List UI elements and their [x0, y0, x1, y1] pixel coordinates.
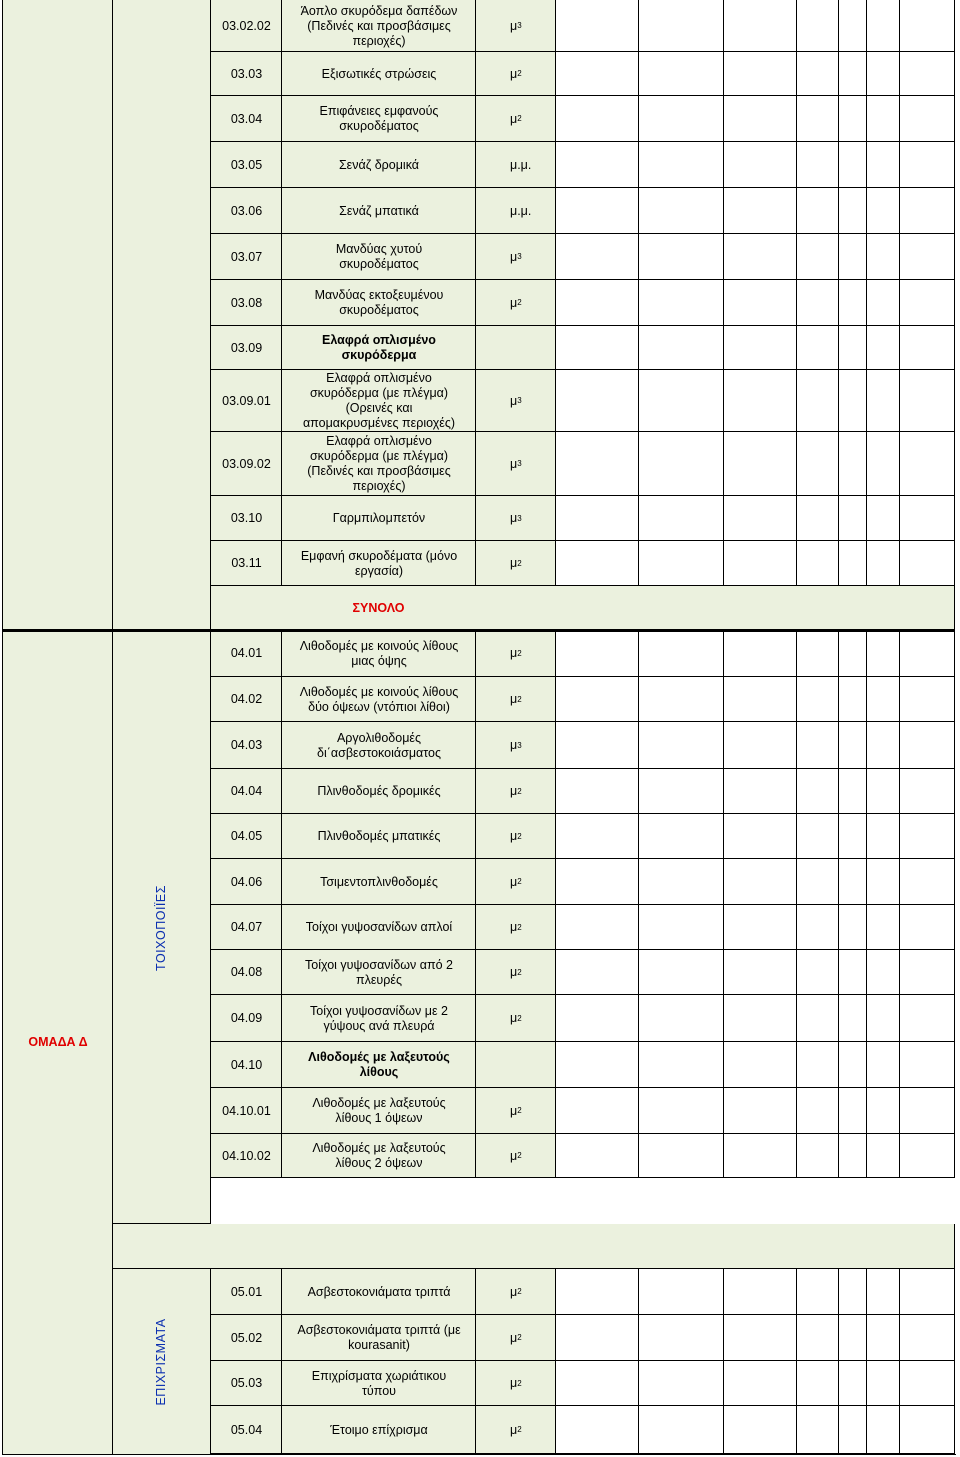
value-cell[interactable]: [639, 326, 724, 370]
row-unit: μ 2: [510, 556, 522, 570]
value-cell[interactable]: [724, 677, 797, 722]
value-cell[interactable]: [839, 722, 867, 769]
row-code: 03.09: [230, 340, 263, 355]
row-code: 03.03: [230, 66, 263, 81]
value-cell[interactable]: [556, 1134, 639, 1178]
row-unit: μ 3: [510, 511, 522, 525]
row-description: Λιθοδομές με κοινούς λίθους δύο όψεων (ντόπιοι λίθοι): [299, 684, 459, 714]
row-code: 05.03: [230, 1376, 263, 1390]
row-description: Ελαφρά οπλισμένο σκυρόδερμα: [322, 333, 436, 362]
value-cell[interactable]: [724, 950, 797, 995]
row-unit: μ 3: [510, 18, 522, 33]
value-cell[interactable]: [797, 950, 839, 995]
row-code: 03.08: [230, 295, 263, 310]
value-cell[interactable]: [639, 1134, 724, 1178]
value-cell[interactable]: [639, 0, 724, 52]
row-code: 03.02.02: [222, 18, 271, 33]
value-cell[interactable]: [839, 96, 867, 142]
value-cell[interactable]: [839, 52, 867, 96]
value-cell[interactable]: [867, 1406, 900, 1454]
value-cell[interactable]: [724, 188, 797, 234]
row-description: Πλινθοδομές δρομικές: [317, 784, 441, 798]
value-cell[interactable]: [724, 0, 797, 52]
value-cell[interactable]: [900, 1361, 955, 1406]
value-cell[interactable]: [556, 1361, 639, 1406]
value-cell[interactable]: [900, 234, 955, 280]
value-cell[interactable]: [639, 541, 724, 586]
row-code: 04.10: [230, 1057, 263, 1072]
value-cell[interactable]: [867, 1361, 900, 1406]
walls-section-label: ΤΟΙΧΟΠΟΙΪΕΣ: [154, 885, 168, 971]
row-code: 04.09: [230, 1011, 263, 1025]
value-cell[interactable]: [839, 859, 867, 905]
value-cell[interactable]: [639, 905, 724, 950]
value-cell[interactable]: [900, 630, 955, 677]
value-cell[interactable]: [839, 950, 867, 995]
value-cell[interactable]: [839, 142, 867, 188]
rule-group-top: [3, 630, 955, 632]
row-code: 03.09.02: [222, 456, 271, 471]
value-cell[interactable]: [724, 370, 797, 432]
value-cell[interactable]: [556, 432, 639, 496]
row-unit: μ.μ.: [510, 157, 532, 172]
value-cell[interactable]: [639, 280, 724, 326]
row-unit: μ 2: [510, 1422, 522, 1437]
value-cell[interactable]: [839, 234, 867, 280]
value-cell[interactable]: [900, 905, 955, 950]
value-cell[interactable]: [556, 630, 639, 677]
value-cell[interactable]: [639, 234, 724, 280]
value-cell[interactable]: [867, 677, 900, 722]
row-description: Ελαφρά οπλισμένο σκυρόδερμα (με πλέγμα) (Πεδινές και προσβάσιμες περιοχές): [307, 434, 451, 493]
value-cell[interactable]: [867, 995, 900, 1042]
row-code: 04.10.01: [222, 1103, 271, 1118]
value-cell[interactable]: [867, 950, 900, 995]
value-cell[interactable]: [900, 52, 955, 96]
value-cell[interactable]: [900, 370, 955, 432]
value-cell[interactable]: [724, 280, 797, 326]
value-cell[interactable]: [867, 188, 900, 234]
row-unit: μ 3: [510, 249, 522, 264]
row-unit: μ 2: [510, 874, 522, 889]
value-cell[interactable]: [797, 1088, 839, 1134]
value-cell[interactable]: [724, 905, 797, 950]
row-code: 03.04: [230, 111, 263, 126]
value-cell[interactable]: [797, 280, 839, 326]
row-unit: μ 2: [510, 784, 522, 798]
value-cell[interactable]: [900, 769, 955, 814]
value-cell[interactable]: [556, 188, 639, 234]
value-cell[interactable]: [724, 1042, 797, 1088]
row-description: Τοίχοι γυψοσανίδων με 2 γύψους ανά πλευρά: [310, 1003, 448, 1033]
value-cell[interactable]: [867, 905, 900, 950]
unit-cell: [476, 1042, 556, 1088]
value-cell[interactable]: [839, 0, 867, 52]
value-cell[interactable]: [839, 1315, 867, 1361]
value-cell[interactable]: [639, 950, 724, 995]
row-unit: μ 2: [510, 965, 522, 979]
value-cell[interactable]: [839, 432, 867, 496]
value-cell[interactable]: [900, 1269, 955, 1315]
row-unit: μ 2: [510, 692, 522, 706]
value-cell[interactable]: [556, 0, 639, 52]
row-code: 04.02: [230, 692, 263, 706]
value-cell[interactable]: [639, 96, 724, 142]
value-cell[interactable]: [556, 769, 639, 814]
value-cell[interactable]: [724, 96, 797, 142]
value-cell[interactable]: [839, 280, 867, 326]
row-description: Σενάζ δρομικά: [338, 157, 420, 172]
value-cell[interactable]: [556, 52, 639, 96]
row-code: 04.03: [230, 738, 263, 752]
value-cell[interactable]: [867, 1269, 900, 1315]
value-cell[interactable]: [797, 52, 839, 96]
row-code: 03.11: [231, 556, 262, 570]
value-cell[interactable]: [839, 1361, 867, 1406]
value-cell[interactable]: [556, 1315, 639, 1361]
value-cell[interactable]: [556, 370, 639, 432]
value-cell[interactable]: [900, 1134, 955, 1178]
plaster-section-label: ΕΠΙΧΡΙΣΜΑΤΑ: [154, 1318, 168, 1406]
total-label: ΣΥΝΟΛΟ: [352, 600, 405, 615]
value-cell[interactable]: [639, 1361, 724, 1406]
value-cell[interactable]: [839, 814, 867, 859]
value-cell[interactable]: [900, 432, 955, 496]
value-cell[interactable]: [556, 859, 639, 905]
row-code: 04.01: [230, 646, 263, 660]
value-cell[interactable]: [639, 859, 724, 905]
value-cell[interactable]: [797, 0, 839, 52]
row-description: Λιθοδομές με λαξευτούς λίθους: [308, 1050, 450, 1079]
value-cell[interactable]: [797, 769, 839, 814]
value-cell[interactable]: [900, 859, 955, 905]
value-cell[interactable]: [556, 142, 639, 188]
row-description: Σενάζ μπατικά: [339, 203, 419, 218]
value-cell[interactable]: [724, 1406, 797, 1454]
value-cell[interactable]: [639, 814, 724, 859]
value-cell[interactable]: [839, 496, 867, 541]
row-unit: μ 3: [510, 738, 522, 752]
value-cell[interactable]: [797, 1269, 839, 1315]
value-cell[interactable]: [556, 1042, 639, 1088]
value-cell[interactable]: [839, 769, 867, 814]
row-unit: μ 2: [510, 1011, 522, 1025]
row-description: Άοπλο σκυρόδεμα δαπέδων (Πεδινές και προσβάσιμες περιοχές): [300, 3, 458, 48]
row-description: Λιθοδομές με λαξευτούς λίθους 2 όψεων: [312, 1141, 446, 1170]
value-cell[interactable]: [867, 96, 900, 142]
row-description: Λιθοδομές με κοινούς λίθους μιας όψης: [299, 638, 459, 668]
value-cell[interactable]: [900, 96, 955, 142]
value-cell[interactable]: [867, 234, 900, 280]
unit-cell: [476, 326, 556, 370]
value-cell[interactable]: [900, 142, 955, 188]
value-cell[interactable]: [839, 905, 867, 950]
row-code: 03.10: [230, 511, 263, 525]
value-cell[interactable]: [556, 1088, 639, 1134]
row-code: 04.06: [230, 874, 263, 889]
row-description: Επιφάνειες εμφανούς σκυροδέματος: [319, 104, 439, 133]
value-cell[interactable]: [797, 1315, 839, 1361]
row-description: Πλινθοδομές μπατικές: [317, 829, 441, 843]
value-cell[interactable]: [639, 995, 724, 1042]
value-cell[interactable]: [724, 769, 797, 814]
value-cell[interactable]: [724, 432, 797, 496]
row-unit: μ 2: [510, 1284, 522, 1299]
rule-left-edge: [2, 0, 3, 1455]
value-cell[interactable]: [839, 677, 867, 722]
value-cell[interactable]: [724, 995, 797, 1042]
value-cell[interactable]: [797, 814, 839, 859]
value-cell[interactable]: [867, 142, 900, 188]
value-cell[interactable]: [839, 1269, 867, 1315]
row-description: Ασβεστοκονιάματα τριπτά: [307, 1284, 451, 1299]
value-cell[interactable]: [639, 1406, 724, 1454]
value-cell[interactable]: [839, 326, 867, 370]
value-cell[interactable]: [839, 995, 867, 1042]
row-description: Τοίχοι γυψοσανίδων απλοί: [305, 920, 453, 934]
row-description: Λιθοδομές με λαξευτούς λίθους 1 όψεων: [312, 1096, 446, 1125]
value-cell[interactable]: [797, 1406, 839, 1454]
value-cell[interactable]: [867, 814, 900, 859]
value-cell[interactable]: [867, 541, 900, 586]
row-code: 04.08: [230, 965, 263, 979]
value-cell[interactable]: [639, 188, 724, 234]
value-cell[interactable]: [556, 677, 639, 722]
blank-band-row: [113, 1224, 955, 1269]
value-cell[interactable]: [797, 96, 839, 142]
value-cell[interactable]: [839, 541, 867, 586]
row-code: 03.09.01: [222, 393, 271, 408]
value-cell[interactable]: [839, 1406, 867, 1454]
value-cell[interactable]: [556, 234, 639, 280]
value-cell[interactable]: [639, 432, 724, 496]
row-description: Ελαφρά οπλισμένο σκυρόδερμα (με πλέγμα) (Ορεινές και απομακρυσμένες περιοχές): [302, 371, 456, 430]
row-description: Εμφανή σκυροδέματα (μόνο εργασία): [300, 548, 458, 578]
value-cell[interactable]: [900, 1315, 955, 1361]
value-cell[interactable]: [797, 905, 839, 950]
value-cell[interactable]: [867, 769, 900, 814]
value-cell[interactable]: [639, 52, 724, 96]
value-cell[interactable]: [556, 995, 639, 1042]
value-cell[interactable]: [900, 1088, 955, 1134]
value-cell[interactable]: [639, 722, 724, 769]
row-code: 04.04: [230, 784, 263, 798]
value-cell[interactable]: [797, 677, 839, 722]
value-cell[interactable]: [839, 1042, 867, 1088]
value-cell[interactable]: [867, 370, 900, 432]
value-cell[interactable]: [839, 1088, 867, 1134]
value-cell[interactable]: [724, 234, 797, 280]
value-cell[interactable]: [556, 280, 639, 326]
row-code: 05.02: [230, 1330, 263, 1345]
row-unit: μ 2: [510, 1103, 522, 1118]
value-cell[interactable]: [556, 950, 639, 995]
value-cell[interactable]: [724, 142, 797, 188]
row-unit: μ 3: [510, 456, 522, 471]
row-description: Τσιμεντοπλινθοδομές: [320, 874, 438, 889]
value-cell[interactable]: [556, 814, 639, 859]
row-code: 04.05: [230, 829, 263, 843]
value-cell[interactable]: [839, 188, 867, 234]
row-description: Ασβεστοκονιάματα τριπτά (με kourasanit): [297, 1323, 461, 1352]
value-cell[interactable]: [867, 0, 900, 52]
value-cell[interactable]: [797, 1134, 839, 1178]
value-cell[interactable]: [900, 814, 955, 859]
row-code: 03.05: [230, 157, 263, 172]
value-cell[interactable]: [867, 52, 900, 96]
value-cell[interactable]: [797, 995, 839, 1042]
value-cell[interactable]: [556, 326, 639, 370]
row-description: Εξισωτικές στρώσεις: [321, 66, 437, 81]
value-cell[interactable]: [724, 1361, 797, 1406]
value-cell[interactable]: [839, 630, 867, 677]
value-cell[interactable]: [867, 1088, 900, 1134]
value-cell[interactable]: [900, 0, 955, 52]
value-cell[interactable]: [797, 188, 839, 234]
value-cell[interactable]: [900, 326, 955, 370]
value-cell[interactable]: [867, 280, 900, 326]
value-cell[interactable]: [900, 188, 955, 234]
value-cell[interactable]: [900, 1042, 955, 1088]
value-cell[interactable]: [724, 326, 797, 370]
row-description: Έτοιμο επίχρισμα: [330, 1422, 428, 1437]
value-cell[interactable]: [797, 234, 839, 280]
row-unit: μ 3: [510, 393, 522, 408]
row-unit: μ 2: [510, 1376, 522, 1390]
value-cell[interactable]: [639, 142, 724, 188]
value-cell[interactable]: [797, 859, 839, 905]
row-unit: μ 2: [510, 1330, 522, 1345]
value-cell[interactable]: [900, 995, 955, 1042]
value-cell[interactable]: [556, 496, 639, 541]
value-cell[interactable]: [724, 1134, 797, 1178]
value-cell[interactable]: [797, 1042, 839, 1088]
value-cell[interactable]: [724, 52, 797, 96]
row-unit: μ 2: [510, 66, 522, 81]
value-cell[interactable]: [639, 769, 724, 814]
value-cell[interactable]: [867, 722, 900, 769]
row-description: Αργολιθοδομές δι΄ασβεστοκοιάσματος: [317, 730, 441, 760]
row-code: 03.06: [230, 203, 263, 218]
value-cell[interactable]: [900, 677, 955, 722]
value-cell[interactable]: [867, 1134, 900, 1178]
value-cell[interactable]: [724, 1315, 797, 1361]
value-cell[interactable]: [639, 496, 724, 541]
value-cell[interactable]: [639, 1269, 724, 1315]
value-cell[interactable]: [900, 280, 955, 326]
row-description: Γαρμπιλομπετόν: [332, 511, 426, 525]
row-unit: μ.μ.: [510, 203, 532, 218]
value-cell[interactable]: [867, 859, 900, 905]
row-unit: μ 2: [510, 920, 522, 934]
value-cell[interactable]: [797, 630, 839, 677]
value-cell[interactable]: [724, 1269, 797, 1315]
row-code: 05.01: [230, 1284, 263, 1299]
value-cell[interactable]: [797, 496, 839, 541]
value-cell[interactable]: [900, 722, 955, 769]
value-cell[interactable]: [839, 370, 867, 432]
value-cell[interactable]: [556, 541, 639, 586]
row-unit: μ 2: [510, 1148, 522, 1163]
row-unit: μ 2: [510, 295, 522, 310]
value-cell[interactable]: [724, 1088, 797, 1134]
row-code: 03.07: [230, 249, 263, 264]
row-description: Μανδύας χυτού σκυροδέματος: [335, 242, 423, 271]
value-cell[interactable]: [797, 432, 839, 496]
value-cell[interactable]: [639, 1088, 724, 1134]
group-label: ΟΜΑΔΑ Δ: [28, 1034, 88, 1049]
value-cell[interactable]: [639, 1042, 724, 1088]
value-cell[interactable]: [867, 326, 900, 370]
value-cell[interactable]: [556, 96, 639, 142]
value-cell[interactable]: [556, 1269, 639, 1315]
value-cell[interactable]: [900, 1406, 955, 1454]
value-cell[interactable]: [797, 142, 839, 188]
value-cell[interactable]: [797, 1361, 839, 1406]
value-cell[interactable]: [639, 1315, 724, 1361]
row-code: 04.10.02: [222, 1148, 271, 1163]
value-cell[interactable]: [639, 370, 724, 432]
value-cell[interactable]: [724, 814, 797, 859]
value-cell[interactable]: [724, 859, 797, 905]
row-description: Τοίχοι γυψοσανίδων από 2 πλευρές: [304, 957, 453, 987]
value-cell[interactable]: [724, 722, 797, 769]
row-description: Μανδύας εκτοξευμένου σκυροδέματος: [314, 288, 444, 317]
row-unit: μ 2: [510, 646, 522, 660]
value-cell[interactable]: [867, 496, 900, 541]
row-unit: μ 2: [510, 111, 522, 126]
value-cell[interactable]: [639, 630, 724, 677]
value-cell[interactable]: [867, 1042, 900, 1088]
value-cell[interactable]: [639, 677, 724, 722]
value-cell[interactable]: [867, 432, 900, 496]
value-cell[interactable]: [797, 370, 839, 432]
value-cell[interactable]: [797, 541, 839, 586]
value-cell[interactable]: [797, 722, 839, 769]
row-description: Επιχρίσματα χωριάτικου τύπου: [311, 1368, 447, 1398]
value-cell[interactable]: [556, 905, 639, 950]
value-cell[interactable]: [724, 630, 797, 677]
value-cell[interactable]: [867, 1315, 900, 1361]
value-cell[interactable]: [724, 541, 797, 586]
value-cell[interactable]: [556, 722, 639, 769]
left-column-b: [113, 0, 211, 630]
row-code: 05.04: [230, 1422, 263, 1437]
value-cell[interactable]: [797, 326, 839, 370]
value-cell[interactable]: [839, 1134, 867, 1178]
value-cell[interactable]: [900, 496, 955, 541]
row-unit: μ 2: [510, 829, 522, 843]
rule-bottom-edge: [2, 1454, 956, 1455]
value-cell[interactable]: [867, 630, 900, 677]
value-cell[interactable]: [900, 541, 955, 586]
value-cell[interactable]: [900, 950, 955, 995]
row-code: 04.07: [230, 920, 263, 934]
value-cell[interactable]: [724, 496, 797, 541]
left-column-a: [3, 0, 113, 630]
value-cell[interactable]: [556, 1406, 639, 1454]
